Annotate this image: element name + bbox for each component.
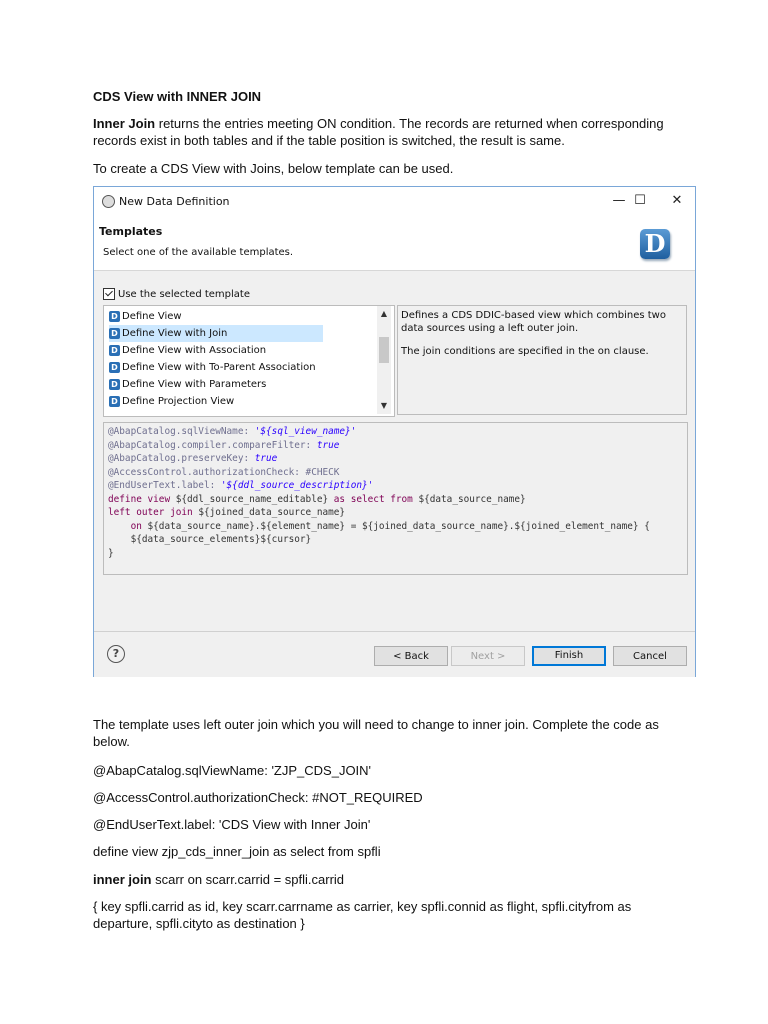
code-line-join xyxy=(93,871,693,888)
close-icon[interactable]: ✕ xyxy=(671,193,683,208)
template-label: Define View with Association xyxy=(122,345,267,356)
eclipse-app-icon xyxy=(102,195,115,208)
list-item[interactable] xyxy=(109,342,266,359)
list-item[interactable] xyxy=(109,376,266,393)
ddl-template-icon: D xyxy=(109,328,120,339)
dialog-titlebar xyxy=(94,187,695,217)
list-item[interactable] xyxy=(109,393,234,410)
ddl-template-icon: D xyxy=(109,396,120,407)
scroll-thumb[interactable] xyxy=(379,337,389,363)
dialog-title: New Data Definition xyxy=(119,195,230,208)
ddl-template-icon: D xyxy=(109,362,120,373)
code-line-4: define view zjp_cds_inner_join as select from spfli xyxy=(93,844,381,859)
template-label: Define Projection View xyxy=(122,396,235,407)
back-button[interactable]: < Back xyxy=(374,646,448,666)
intro-bold-term: Inner Join xyxy=(93,116,156,131)
list-item[interactable] xyxy=(109,308,182,325)
new-data-definition-dialog xyxy=(93,186,696,677)
maximize-icon[interactable]: ☐ xyxy=(634,193,646,208)
next-button[interactable]: Next > xyxy=(451,646,525,666)
template-note: To create a CDS View with Joins, below template can be used. xyxy=(93,161,454,176)
code-line-2: @AccessControl.authorizationCheck: #NOT_REQUIRED xyxy=(93,790,423,805)
template-description xyxy=(397,305,687,415)
ddl-template-icon: D xyxy=(109,311,120,322)
code-line-3: @EndUserText.label: 'CDS View with Inner Join' xyxy=(93,817,371,832)
finish-button[interactable]: Finish xyxy=(532,646,606,666)
code-line-1: @AbapCatalog.sqlViewName: 'ZJP_CDS_JOIN' xyxy=(93,763,372,778)
template-label: Define View with Parameters xyxy=(122,379,267,390)
join-keyword: inner join xyxy=(93,872,152,887)
template-label: Define View with Join xyxy=(122,328,228,339)
after-note: The template uses left outer join which you will need to change to inner join. Complete the code as below. xyxy=(93,717,659,749)
template-list-scrollbar[interactable] xyxy=(377,306,391,414)
list-item[interactable] xyxy=(109,359,316,376)
use-template-row[interactable] xyxy=(103,288,250,300)
minimize-icon[interactable]: — xyxy=(612,193,626,208)
wizard-header-title: Templates xyxy=(99,225,163,238)
use-template-checkbox[interactable] xyxy=(103,288,115,300)
intro-text: returns the entries meeting ON condition. The records are returned when corresponding records exist in both tables and if the table position is switched, the result is same. xyxy=(93,116,664,148)
section-heading: CDS View with INNER JOIN xyxy=(93,89,262,104)
template-label: Define View with To-Parent Association xyxy=(122,362,316,373)
wizard-header-subtitle: Select one of the available templates. xyxy=(103,247,294,258)
description-line-2: The join conditions are specified in the on clause. xyxy=(401,346,649,357)
ddl-logo-icon: D xyxy=(640,229,670,259)
ddl-template-icon: D xyxy=(109,379,120,390)
scroll-down-icon[interactable]: ▼ xyxy=(380,401,388,410)
list-item-selected[interactable] xyxy=(109,325,323,342)
ddl-template-icon: D xyxy=(109,345,120,356)
help-icon[interactable]: ? xyxy=(107,645,125,663)
wizard-header xyxy=(94,217,695,271)
dialog-button-bar xyxy=(94,631,695,677)
template-list[interactable] xyxy=(103,305,395,417)
scroll-up-icon[interactable]: ▲ xyxy=(380,309,388,318)
code-line-fields: { key spfli.carrid as id, key scarr.carrname as carrier, key spfli.connid as flight, spfli.cityfrom as departure, spfli.cityto as destination } xyxy=(93,899,632,931)
join-text: scarr on scarr.carrid = spfli.carrid xyxy=(151,872,345,887)
description-line-1: Defines a CDS DDIC-based view which combines two data sources using a left outer join. xyxy=(401,310,666,334)
template-code-preview: @AbapCatalog.sqlViewName: '${sql_view_name}' @AbapCatalog.compiler.compareFilter: true @AbapCatalog.preserveKey: true @AccessControl.authorizationCheck: #CHECK @EndUserText.label: '${ddl_source_description}' define view ${ddl_source_name_editable} as select from ${data_source_name} left outer join ${joined_data_source_name} on ${data_source_name}.${element_name} = ${joined_data_source_name}.${joined_element_name} { ${data_source_elements}${cursor} } xyxy=(103,422,688,575)
cancel-button[interactable]: Cancel xyxy=(613,646,687,666)
intro-paragraph xyxy=(93,115,693,149)
use-template-label: Use the selected template xyxy=(118,288,250,300)
template-label: Define View xyxy=(122,311,182,322)
